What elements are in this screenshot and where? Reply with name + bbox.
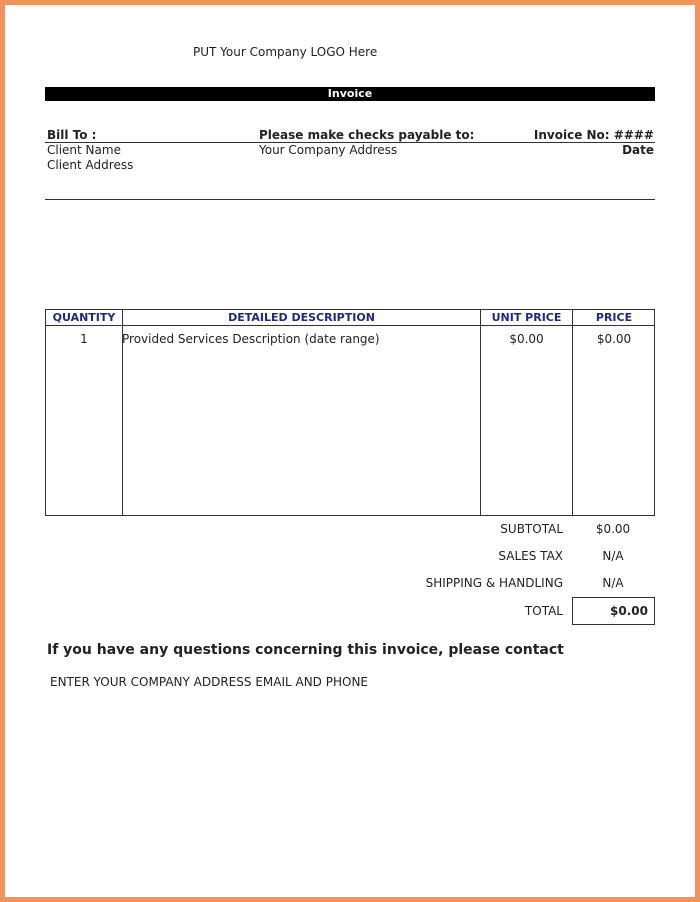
items-table — [45, 309, 655, 516]
invoice-number: Invoice No: #### — [533, 128, 654, 142]
subtotal-value: $0.00 — [595, 522, 631, 536]
sales-tax-label: SALES TAX — [498, 549, 563, 563]
total-value: $0.00 — [610, 604, 648, 618]
sales-tax-value: N/A — [602, 549, 624, 563]
row-quantity: 1 — [80, 332, 88, 346]
billing-bottom-rule — [45, 199, 655, 200]
row-unit-price: $0.00 — [509, 332, 544, 346]
questions-note: If you have any questions concerning this invoice, please contact — [47, 642, 564, 658]
bill-to-label: Bill To : — [47, 128, 97, 142]
header-divider — [46, 325, 654, 326]
shipping-value: N/A — [602, 576, 624, 590]
total-label: TOTAL — [524, 604, 563, 618]
subtotal-label: SUBTOTAL — [500, 522, 563, 536]
client-name: Client Name — [47, 143, 121, 157]
column-header-unit-price: UNIT PRICE — [491, 311, 562, 324]
shipping-label: SHIPPING & HANDLING — [425, 576, 563, 590]
column-header-description: DETAILED DESCRIPTION — [228, 311, 375, 324]
invoice-date: Date — [622, 143, 654, 157]
column-header-quantity: QUANTITY — [52, 311, 116, 324]
checks-payable-label: Please make checks payable to: — [259, 128, 475, 142]
row-price: $0.00 — [596, 332, 632, 346]
column-header-price: PRICE — [595, 311, 633, 324]
contact-info: ENTER YOUR COMPANY ADDRESS EMAIL AND PHONE — [50, 675, 368, 689]
client-address: Client Address — [47, 158, 134, 172]
row-description: Provided Services Description (date range) — [122, 332, 380, 346]
company-address: Your Company Address — [259, 143, 398, 157]
invoice-title: Invoice — [45, 87, 655, 101]
logo-placeholder: PUT Your Company LOGO Here — [193, 45, 378, 59]
billing-divider — [45, 142, 655, 143]
